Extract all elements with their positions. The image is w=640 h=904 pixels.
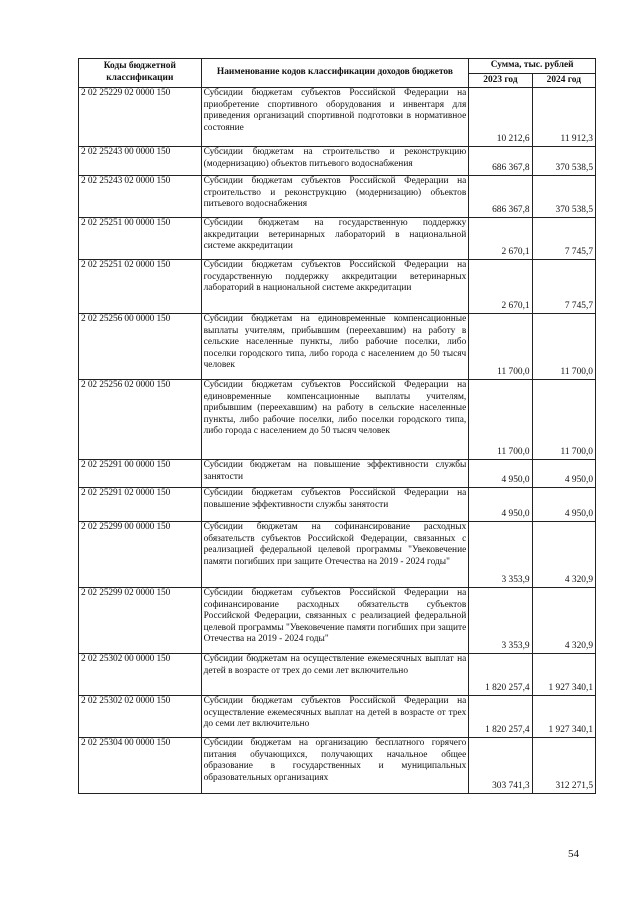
table-row <box>79 460 596 488</box>
row-name: Субсидии бюджетам на организацию бесплатного горячего питания обучающихся, получающих начальное общее образование в государственных и муниципальных образовательных организациях <box>201 738 469 794</box>
row-code: 2 02 25302 00 0000 150 <box>79 654 202 696</box>
row-value-2024: 4 320,9 <box>532 588 595 654</box>
table-row <box>79 260 596 314</box>
row-code: 2 02 25251 02 0000 150 <box>79 260 202 314</box>
row-value-2023: 4 950,0 <box>469 488 532 522</box>
row-value-2023: 4 950,0 <box>469 460 532 488</box>
header-sum: Сумма, тыс. рублей <box>469 59 596 74</box>
row-name: Субсидии бюджетам субъектов Российской Федерации на приобретение спортивного оборудования и инвентаря для приведения организаций спортивной подготовки в нормативное состояние <box>201 88 469 147</box>
row-code: 2 02 25243 00 0000 150 <box>79 147 202 176</box>
row-value-2023: 3 353,9 <box>469 588 532 654</box>
row-value-2023: 1 820 257,4 <box>469 696 532 738</box>
row-value-2023: 10 212,6 <box>469 88 532 147</box>
row-value-2023: 11 700,0 <box>469 314 532 380</box>
row-value-2023: 1 820 257,4 <box>469 654 532 696</box>
header-year-2024: 2024 год <box>532 74 595 88</box>
row-name: Субсидии бюджетам субъектов Российской Федерации на строительство и реконструкцию (модернизацию) объектов питьевого водоснабжения <box>201 176 469 218</box>
row-value-2024: 4 320,9 <box>532 522 595 588</box>
document-page <box>78 58 596 794</box>
row-code: 2 02 25291 00 0000 150 <box>79 460 202 488</box>
row-name: Субсидии бюджетам субъектов Российской Федерации на осуществление ежемесячных выплат на детей в возрасте от трех до семи лет включительно <box>201 696 469 738</box>
table-row <box>79 696 596 738</box>
row-value-2023: 686 367,8 <box>469 147 532 176</box>
row-value-2024: 4 950,0 <box>532 460 595 488</box>
table-row <box>79 380 596 460</box>
row-code: 2 02 25229 02 0000 150 <box>79 88 202 147</box>
row-code: 2 02 25243 02 0000 150 <box>79 176 202 218</box>
table-row <box>79 522 596 588</box>
row-value-2023: 2 670,1 <box>469 260 532 314</box>
row-value-2024: 11 700,0 <box>532 380 595 460</box>
table-row <box>79 654 596 696</box>
table-row <box>79 218 596 260</box>
row-code: 2 02 25256 00 0000 150 <box>79 314 202 380</box>
row-name: Субсидии бюджетам на единовременные компенсационные выплаты учителям, прибывшим (переехавшим) на работу в сельские населенные пункты, либо рабочие поселки, либо поселки городского типа, либо города с населением до 50 тысяч человек <box>201 314 469 380</box>
row-value-2023: 11 700,0 <box>469 380 532 460</box>
header-year-2023: 2023 год <box>469 74 532 88</box>
row-value-2023: 2 670,1 <box>469 218 532 260</box>
row-name: Субсидии бюджетам на повышение эффективности службы занятости <box>201 460 469 488</box>
row-value-2024: 7 745,7 <box>532 260 595 314</box>
row-value-2024: 7 745,7 <box>532 218 595 260</box>
row-value-2024: 4 950,0 <box>532 488 595 522</box>
header-codes: Коды бюджетной классификации <box>79 59 202 88</box>
row-name: Субсидии бюджетам на осуществление ежемесячных выплат на детей в возрасте от трех до семи лет включительно <box>201 654 469 696</box>
header-name: Наименование кодов классификации доходов бюджетов <box>201 59 469 88</box>
row-value-2024: 370 538,5 <box>532 176 595 218</box>
row-name: Субсидии бюджетам субъектов Российской Федерации на софинансирование расходных обязательств субъектов Российской Федерации, связанных с реализацией федеральной целевой программы "Увековечение памяти погибших при защите Отечества на 2019 - 2024 годы" <box>201 588 469 654</box>
row-code: 2 02 25304 00 0000 150 <box>79 738 202 794</box>
row-value-2024: 370 538,5 <box>532 147 595 176</box>
row-name: Субсидии бюджетам на софинансирование расходных обязательств субъектов Российской Федерации, связанных с реализацией федеральной целевой программы "Увековечение памяти погибших при защите Отечества на 2019 - 2024 годы" <box>201 522 469 588</box>
row-code: 2 02 25256 02 0000 150 <box>79 380 202 460</box>
budget-table <box>78 58 596 794</box>
row-code: 2 02 25299 00 0000 150 <box>79 522 202 588</box>
page-number: 54 <box>568 848 579 860</box>
row-code: 2 02 25299 02 0000 150 <box>79 588 202 654</box>
row-code: 2 02 25251 00 0000 150 <box>79 218 202 260</box>
table-row <box>79 176 596 218</box>
row-value-2024: 1 927 340,1 <box>532 696 595 738</box>
row-code: 2 02 25291 02 0000 150 <box>79 488 202 522</box>
table-row <box>79 488 596 522</box>
row-name: Субсидии бюджетам субъектов Российской Федерации на единовременные компенсационные выплаты учителям, прибывшим (переехавшим) на работу в сельские населенные пункты, либо рабочие поселки, либо поселки городского типа, либо города с населением до 50 тысяч человек <box>201 380 469 460</box>
row-name: Субсидии бюджетам на строительство и реконструкцию (модернизацию) объектов питьевого водоснабжения <box>201 147 469 176</box>
row-name: Субсидии бюджетам субъектов Российской Федерации на государственную поддержку аккредитации ветеринарных лабораторий в национальной системе аккредитации <box>201 260 469 314</box>
table-row <box>79 738 596 794</box>
table-row <box>79 88 596 147</box>
row-value-2023: 3 353,9 <box>469 522 532 588</box>
table-row <box>79 314 596 380</box>
row-code: 2 02 25302 02 0000 150 <box>79 696 202 738</box>
row-value-2024: 11 912,3 <box>532 88 595 147</box>
table-row <box>79 588 596 654</box>
row-value-2024: 11 700,0 <box>532 314 595 380</box>
row-value-2023: 303 741,3 <box>469 738 532 794</box>
row-name: Субсидии бюджетам субъектов Российской Федерации на повышение эффективности службы занятости <box>201 488 469 522</box>
row-value-2023: 686 367,8 <box>469 176 532 218</box>
row-value-2024: 1 927 340,1 <box>532 654 595 696</box>
row-value-2024: 312 271,5 <box>532 738 595 794</box>
table-row <box>79 147 596 176</box>
row-name: Субсидии бюджетам на государственную поддержку аккредитации ветеринарных лабораторий в национальной системе аккредитации <box>201 218 469 260</box>
